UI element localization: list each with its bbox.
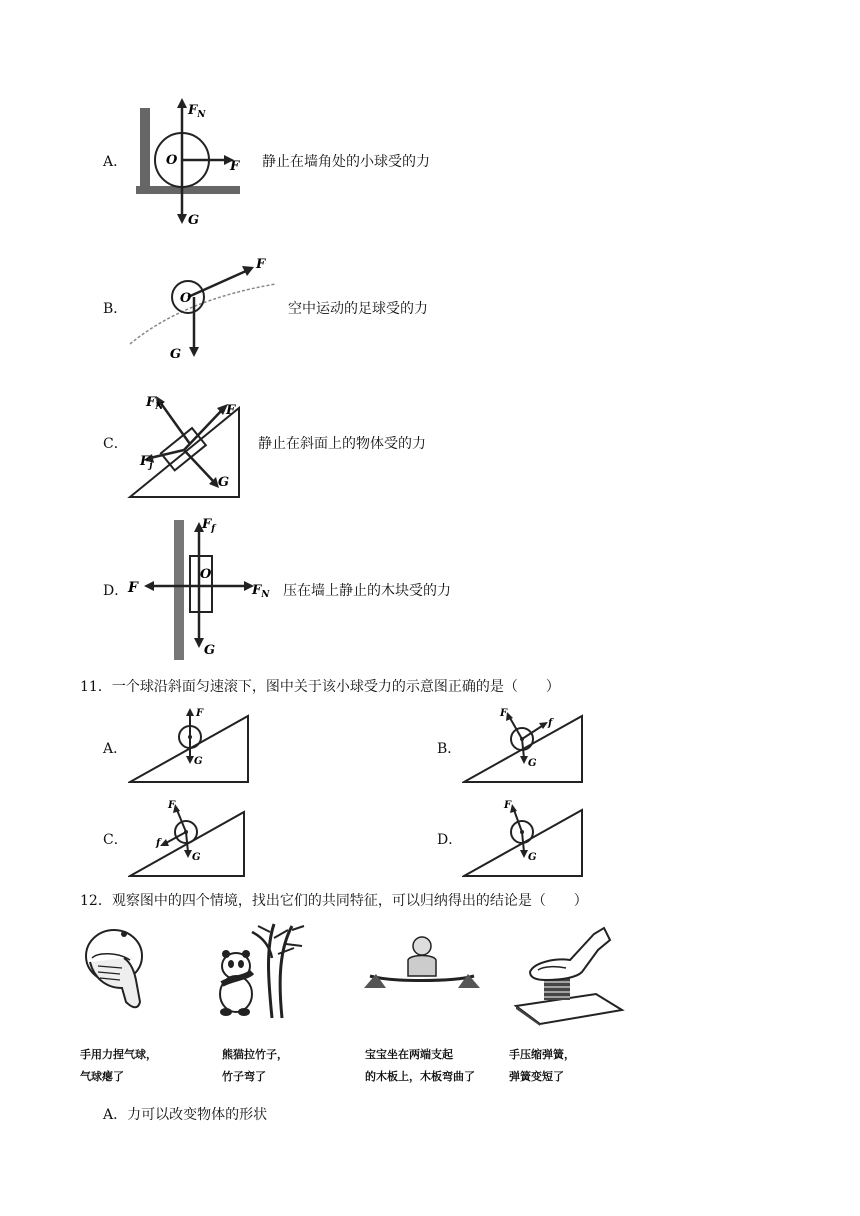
wall	[140, 108, 150, 193]
label-f: F	[500, 708, 508, 719]
caption-spring: 手压缩弹簧， 弹簧变短了	[509, 1048, 575, 1083]
illustration-hand-squeezing-balloon	[78, 922, 158, 1022]
label-friction: $F_j$	[140, 454, 153, 471]
option-d-letter: D．	[103, 583, 129, 599]
label-g: G	[528, 852, 537, 863]
option-a-caption: 静止在墙角处的小球受的力	[262, 154, 430, 170]
label-o: O	[180, 291, 192, 306]
label-g: G	[170, 347, 182, 362]
label-f: F	[196, 708, 204, 719]
q11-figure-c	[128, 796, 252, 878]
figure-block-on-incline	[126, 390, 256, 502]
caption-balloon: 手用力捏气球， 气球瘪了	[80, 1048, 157, 1083]
label-g: G	[218, 475, 230, 490]
q11-figure-b	[462, 702, 586, 784]
q11-figure-a	[128, 702, 252, 784]
q11-option-a-letter: A．	[103, 741, 128, 757]
label-ff: $F_f$	[202, 517, 216, 534]
label-g: G	[194, 756, 203, 767]
option-d-caption: 压在墙上静止的木块受的力	[283, 583, 451, 599]
label-fn: $F_N$	[188, 103, 206, 120]
question-12-stem: 12．观察图中的四个情境，找出它们的共同特征，可以归纳得出的结论是（ ）	[80, 893, 588, 909]
q12-option-a: A．力可以改变物体的形状	[103, 1107, 268, 1123]
option-c-letter: C．	[103, 436, 128, 452]
label-f: F	[226, 403, 236, 418]
illustration-panda-pulling-bamboo	[212, 918, 312, 1028]
illustration-baby-on-board	[362, 930, 482, 1000]
illustration-hand-compressing-spring	[506, 922, 626, 1026]
label-f: F	[230, 159, 240, 174]
q11-option-c-letter: C．	[103, 832, 128, 848]
figure-block-pressed-on-wall	[122, 514, 282, 664]
label-fn: $F_N$	[252, 583, 270, 600]
q11-option-b-letter: B．	[437, 741, 462, 757]
caption-board: 宝宝坐在两端支起 的木板上，木板弯曲了	[365, 1048, 475, 1083]
option-a-letter: A．	[103, 154, 128, 170]
wall	[174, 520, 184, 660]
label-f: F	[504, 800, 512, 811]
option-c-caption: 静止在斜面上的物体受的力	[258, 436, 426, 452]
label-friction: f	[548, 718, 553, 729]
caption-bamboo: 熊猫拉竹子， 竹子弯了	[222, 1048, 288, 1083]
label-friction: f	[156, 838, 161, 849]
label-g: G	[188, 213, 200, 228]
q11-figure-d	[462, 796, 586, 878]
label-g: G	[192, 852, 201, 863]
label-g: G	[528, 758, 537, 769]
label-f: F	[168, 800, 176, 811]
block	[190, 556, 212, 612]
label-g: G	[204, 643, 216, 658]
label-o: O	[200, 567, 212, 582]
label-o: O	[166, 153, 178, 168]
q11-option-d-letter: D．	[437, 832, 463, 848]
label-fn: $F_N$	[146, 395, 164, 412]
figure-ball-in-corner	[130, 96, 250, 231]
option-b-letter: B．	[103, 301, 128, 317]
figure-football-in-air	[126, 254, 286, 366]
option-b-caption: 空中运动的足球受的力	[288, 301, 428, 317]
question-11-stem: 11．一个球沿斜面匀速滚下，图中关于该小球受力的示意图正确的是（ ）	[80, 679, 560, 695]
label-f: F	[256, 257, 266, 272]
label-f: F	[128, 580, 138, 596]
